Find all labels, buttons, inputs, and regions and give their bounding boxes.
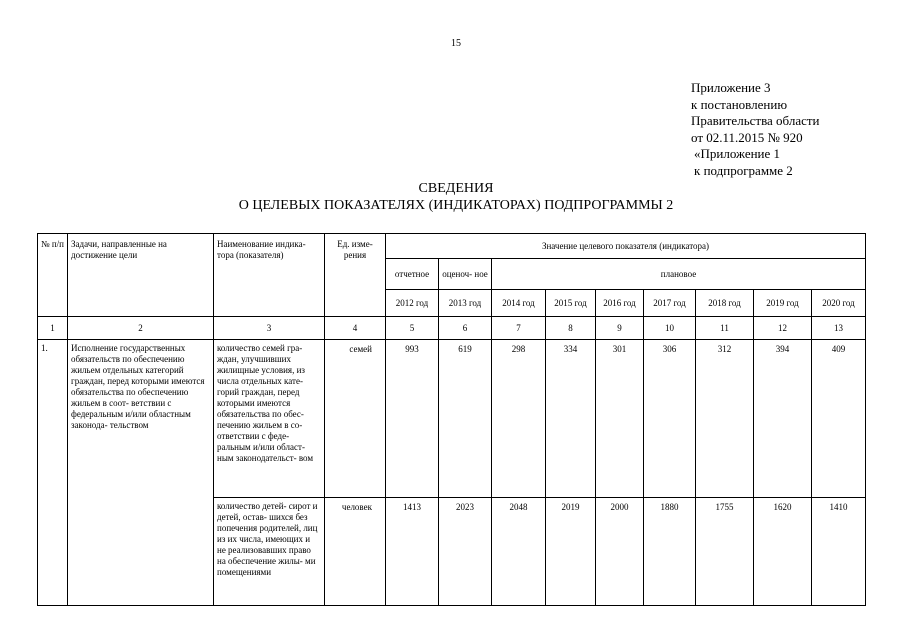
- value-cell: 2048: [492, 498, 546, 606]
- column-number: 5: [386, 317, 439, 340]
- row-number: 1.: [38, 340, 68, 606]
- column-number: 9: [596, 317, 644, 340]
- header-tasks: Задачи, направленные на достижение цели: [68, 234, 214, 317]
- header-planned: плановое: [492, 259, 866, 290]
- value-cell: 306: [644, 340, 696, 498]
- column-number: 2: [68, 317, 214, 340]
- column-number: 3: [214, 317, 325, 340]
- value-cell: 619: [439, 340, 492, 498]
- year-header: 2013 год: [439, 290, 492, 317]
- appendix-block: [691, 80, 820, 179]
- value-cell: 298: [492, 340, 546, 498]
- appendix-line: к постановлению: [691, 96, 788, 112]
- header-reported: отчетное: [386, 259, 439, 290]
- header-unit: Ед. изме- рения: [325, 234, 386, 317]
- value-cell: 1410: [812, 498, 866, 606]
- value-cell: 409: [812, 340, 866, 498]
- header-estimated: оценоч- ное: [439, 259, 492, 290]
- header-value-group: Значение целевого показателя (индикатора): [386, 234, 866, 259]
- value-cell: 2000: [596, 498, 644, 606]
- table-row: [38, 340, 866, 498]
- year-header: 2016 год: [596, 290, 644, 317]
- value-cell: 301: [596, 340, 644, 498]
- appendix-line: Приложение 3: [691, 80, 771, 95]
- column-number: 1: [38, 317, 68, 340]
- column-number: 13: [812, 317, 866, 340]
- value-cell: 394: [754, 340, 812, 498]
- appendix-line: от 02.11.2015 № 920: [691, 129, 803, 145]
- column-number: 11: [696, 317, 754, 340]
- indicators-table: [37, 233, 866, 606]
- value-cell: 993: [386, 340, 439, 498]
- column-number: 8: [546, 317, 596, 340]
- header-indicator: Наименование индика- тора (показателя): [214, 234, 325, 317]
- column-number: 4: [325, 317, 386, 340]
- year-header: 2015 год: [546, 290, 596, 317]
- indicator-cell: количество семей гра- ждан, улучшивших жилищные условия, из числа отдельных кате- горий граждан, перед которыми имеются обязательства по обес- печению жильем в со- ответствии с феде- ральным и/или област- ным законодательст- вом: [214, 340, 325, 498]
- value-cell: 1620: [754, 498, 812, 606]
- value-cell: 1413: [386, 498, 439, 606]
- year-header: 2014 год: [492, 290, 546, 317]
- document-title: СВЕДЕНИЯ: [418, 181, 494, 196]
- value-cell: 334: [546, 340, 596, 498]
- value-cell: 2019: [546, 498, 596, 606]
- year-header: 2019 год: [754, 290, 812, 317]
- appendix-line: Правительства области: [691, 113, 820, 128]
- year-header: 2018 год: [696, 290, 754, 317]
- appendix-line: к подпрограмме 2: [694, 162, 793, 178]
- value-cell: 1755: [696, 498, 754, 606]
- appendix-line: «Приложение 1: [694, 146, 781, 161]
- task-cell: Исполнение государственных обязательств по обеспечению жильем отдельных категорий граждан, перед которыми имеются обязательства по обеспечению жильем в соот- ветствии с федеральным и/или областным законода- тельством: [68, 340, 214, 606]
- year-header: 2017 год: [644, 290, 696, 317]
- column-number: 10: [644, 317, 696, 340]
- page-number: 15: [451, 38, 461, 49]
- value-cell: 312: [696, 340, 754, 498]
- column-number: 7: [492, 317, 546, 340]
- header-num: № п/п: [38, 234, 68, 317]
- value-cell: 2023: [439, 498, 492, 606]
- value-cell: 1880: [644, 498, 696, 606]
- unit-cell: человек: [325, 498, 386, 606]
- indicator-cell: количество детей- сирот и детей, остав- шихся без попечения родителей, лиц из их числа, имеющих и не реализовавших право на обеспечение жилы- ми помещениями: [214, 498, 325, 606]
- column-number: 6: [439, 317, 492, 340]
- unit-cell: семей: [325, 340, 386, 498]
- year-header: 2012 год: [386, 290, 439, 317]
- year-header: 2020 год: [812, 290, 866, 317]
- document-subtitle: О ЦЕЛЕВЫХ ПОКАЗАТЕЛЯХ (ИНДИКАТОРАХ) ПОДПРОГРАММЫ 2: [238, 198, 674, 213]
- column-number: 12: [754, 317, 812, 340]
